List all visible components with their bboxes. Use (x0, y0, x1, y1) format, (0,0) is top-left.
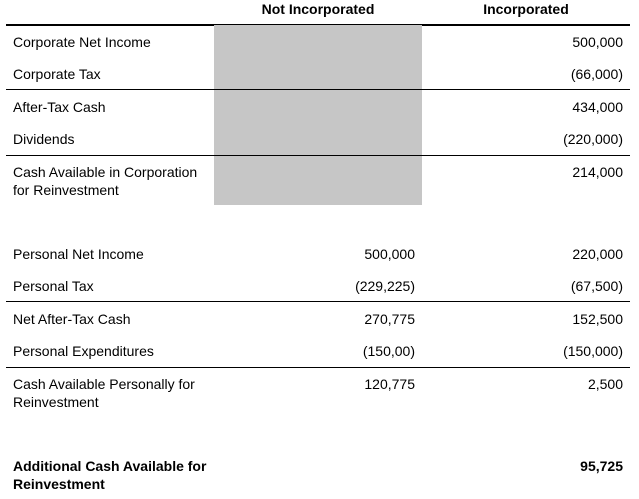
value-incorporated-cash-available-personally: 2,500 (587, 376, 623, 392)
value-not-incorporated-net-after-tax-cash: 270,775 (364, 311, 415, 327)
rule-personal-expenditures (6, 367, 630, 368)
row-label-personal-expenditures: Personal Expenditures (13, 343, 154, 359)
row-label-corporate-tax: Corporate Tax (13, 66, 101, 82)
value-incorporated-corporate-tax: (66,000) (570, 66, 623, 82)
value-incorporated-net-after-tax-cash: 152,500 (572, 311, 623, 327)
value-incorporated-after-tax-cash: 434,000 (572, 99, 623, 115)
row-label-after-tax-cash: After-Tax Cash (13, 99, 106, 115)
row-label-personal-net-income: Personal Net Income (13, 246, 144, 262)
value-not-incorporated-cash-available-personally: 120,775 (364, 376, 415, 392)
value-not-incorporated-personal-expenditures: (150,00) (362, 343, 415, 359)
value-incorporated-cash-available-corporation: 214,000 (572, 164, 623, 180)
rule-dividends (6, 155, 630, 156)
header-incorporated: Incorporated (483, 1, 569, 17)
row-label-net-after-tax-cash: Net After-Tax Cash (13, 311, 131, 327)
row-label-cash-available-personally: Cash Available Personally for Reinvestment (13, 376, 195, 410)
value-incorporated-additional-cash-available: 95,725 (580, 458, 623, 474)
rule-personal-tax (6, 301, 630, 302)
row-label-corporate-net-income: Corporate Net Income (13, 34, 151, 50)
rule-corporate-tax (6, 89, 630, 90)
value-incorporated-personal-expenditures: (150,000) (563, 343, 623, 359)
row-label-additional-cash-available: Additional Cash Available for Reinvestment (13, 458, 207, 492)
value-incorporated-personal-tax: (67,500) (570, 278, 623, 294)
value-incorporated-dividends: (220,000) (563, 131, 623, 147)
header-not-incorporated: Not Incorporated (261, 1, 375, 17)
row-label-cash-available-corporation: Cash Available in Corporation for Reinvestment (13, 164, 198, 198)
value-not-incorporated-personal-tax: (229,225) (355, 278, 415, 294)
value-incorporated-corporate-net-income: 500,000 (572, 34, 623, 50)
value-incorporated-personal-net-income: 220,000 (572, 246, 623, 262)
not-applicable-shade (214, 25, 422, 205)
row-label-personal-tax: Personal Tax (13, 278, 94, 294)
row-label-dividends: Dividends (13, 131, 75, 147)
value-not-incorporated-personal-net-income: 500,000 (364, 246, 415, 262)
